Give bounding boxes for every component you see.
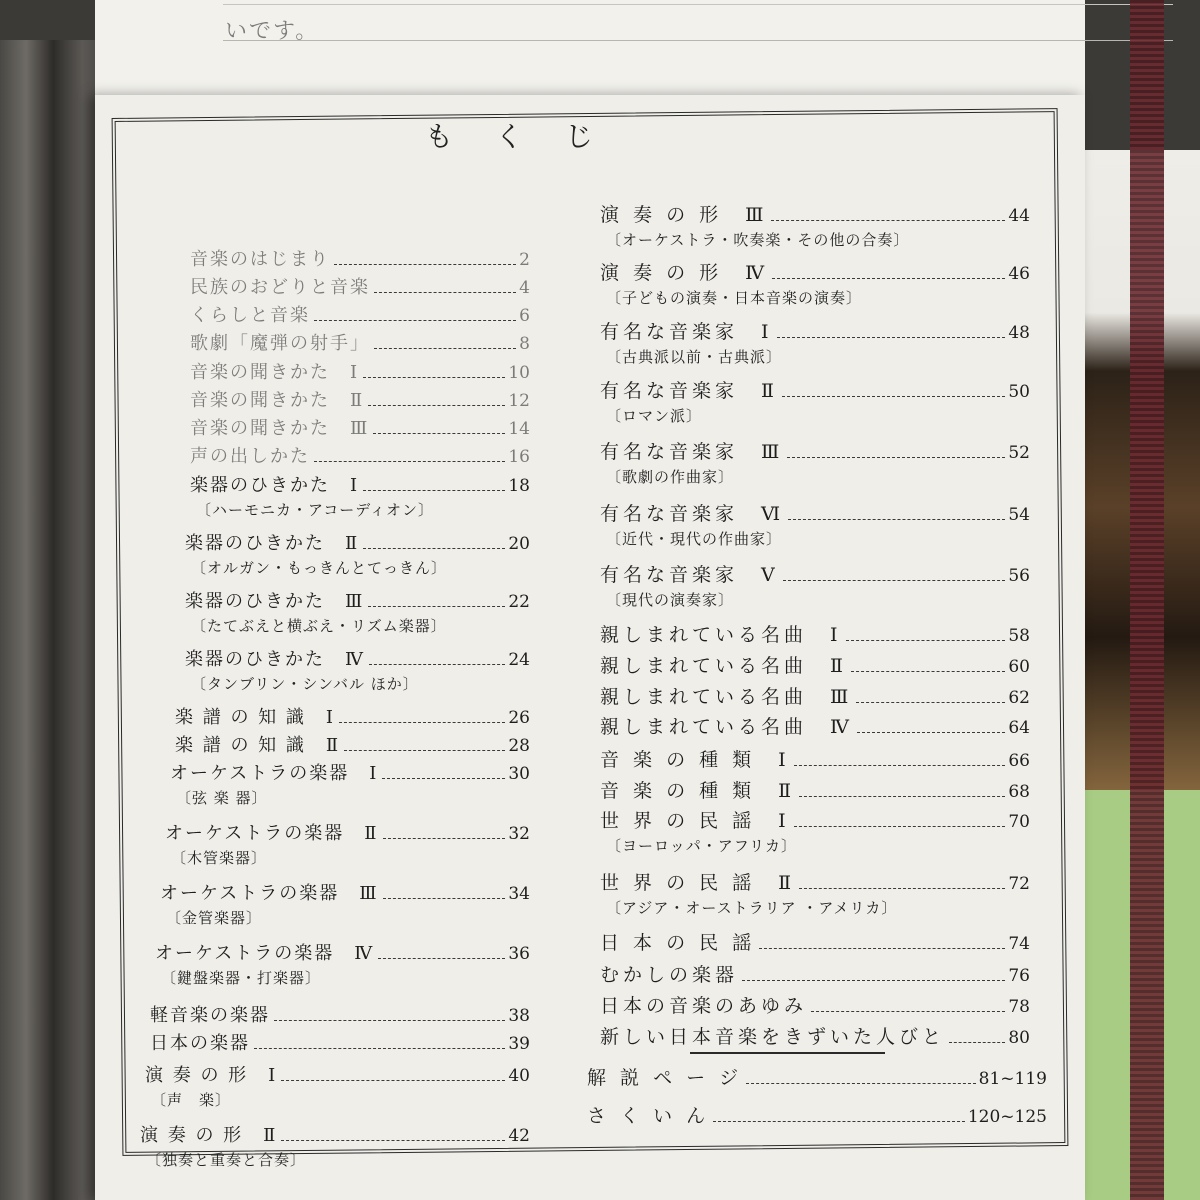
- toc-line: [600, 376, 1030, 403]
- toc-entry: [600, 560, 1030, 610]
- leader-dots: [374, 348, 516, 349]
- toc-title: 軽音楽の楽器: [150, 1005, 270, 1026]
- toc-entry: [600, 960, 1030, 987]
- leader-dots: [383, 838, 506, 839]
- toc-entry: [600, 712, 1030, 739]
- toc-subtitle: 〔独奏と重奏と合奏〕: [146, 1151, 307, 1169]
- toc-line: [190, 245, 530, 271]
- toc-line: [190, 414, 530, 440]
- toc-title: 世 界 の 民 謡 Ⅱ: [600, 872, 796, 894]
- toc-line: [600, 928, 1030, 955]
- toc-title: 新しい日本音楽をきずいた人びと: [600, 1026, 946, 1048]
- toc-title: くらしと音楽: [190, 305, 310, 326]
- leader-dots: [782, 396, 1005, 397]
- toc-line: [600, 560, 1030, 587]
- page-number: 32: [508, 824, 530, 844]
- toc-line: [190, 358, 530, 384]
- toc-line: [190, 301, 530, 327]
- toc-entry: [587, 1063, 1047, 1090]
- toc-entry: [600, 620, 1030, 647]
- toc-line: [600, 868, 1030, 895]
- page-number: 78: [1008, 997, 1030, 1017]
- toc-entry: [600, 991, 1030, 1018]
- leader-dots: [378, 958, 505, 959]
- toc-entry: [175, 731, 530, 757]
- toc-entry: [600, 499, 1030, 549]
- page-number: 74: [1008, 934, 1030, 954]
- toc-title: 楽器のひきかた Ⅳ: [185, 649, 365, 670]
- toc-subtitle: 〔木管楽器〕: [171, 849, 268, 867]
- toc-line: [185, 645, 530, 671]
- toc-title: オーケストラの楽器 Ⅰ: [170, 763, 379, 784]
- leader-dots: [382, 778, 505, 779]
- leader-dots: [799, 888, 1005, 889]
- toc-subtitle: 〔ロマン派〕: [606, 407, 703, 425]
- page-number: 42: [508, 1126, 530, 1146]
- toc-title: 演 奏 の 形 Ⅰ: [145, 1065, 278, 1086]
- toc-title: 楽 譜 の 知 識 Ⅱ: [175, 735, 341, 756]
- toc-entry: [145, 1061, 530, 1110]
- leader-dots: [374, 292, 516, 293]
- toc-line: [600, 437, 1030, 464]
- leader-dots: [334, 264, 516, 265]
- toc-entry: [190, 329, 530, 355]
- toc-line: [185, 587, 530, 613]
- toc-entry: [185, 529, 530, 578]
- leader-dots: [772, 278, 1005, 279]
- leader-dots: [794, 765, 1006, 766]
- toc-entry: [600, 651, 1030, 678]
- leader-dots: [851, 671, 1005, 672]
- toc-title: 有名な音楽家 Ⅲ: [600, 441, 784, 463]
- page-number: 54: [1008, 505, 1030, 525]
- previous-page-strip: [95, 0, 1085, 110]
- leader-dots: [369, 664, 505, 665]
- page-number: 22: [508, 592, 530, 612]
- toc-title: 声の出しかた: [190, 446, 310, 467]
- toc-line: [600, 806, 1030, 833]
- toc-entry: [600, 682, 1030, 709]
- toc-line: [175, 731, 530, 757]
- toc-line: [600, 776, 1030, 803]
- toc-subtitle: 〔たてぶえと横ぶえ・リズム楽器〕: [191, 617, 447, 635]
- toc-entry: [190, 273, 530, 299]
- toc-line: [600, 620, 1030, 647]
- toc-entry: [150, 1001, 530, 1027]
- toc-line: [600, 960, 1030, 987]
- page-number: 120~125: [967, 1107, 1047, 1127]
- toc-entry: [600, 200, 1030, 250]
- toc-line: [587, 1101, 1047, 1128]
- page-number: 46: [1008, 264, 1030, 284]
- page-number: 48: [1008, 323, 1030, 343]
- toc-subtitle: 〔金管楽器〕: [166, 909, 263, 927]
- toc-entry: [185, 587, 530, 636]
- leader-dots: [759, 948, 1005, 949]
- contents-page: [95, 95, 1085, 1200]
- toc-title: さ く い ん: [587, 1105, 710, 1127]
- toc-title: 音楽のはじまり: [190, 249, 330, 270]
- toc-title: 音楽の聞きかた Ⅰ: [190, 362, 360, 383]
- leader-dots: [746, 1083, 976, 1084]
- toc-title: オーケストラの楽器 Ⅳ: [155, 943, 375, 964]
- page-number: 8: [519, 334, 530, 354]
- page-number: 52: [1008, 443, 1030, 463]
- toc-entry: [600, 1022, 1030, 1049]
- toc-title: 有名な音楽家 Ⅱ: [600, 380, 778, 402]
- toc-entry: [190, 414, 530, 440]
- toc-subtitle: 〔鍵盤楽器・打楽器〕: [161, 969, 322, 987]
- page-number: 80: [1008, 1028, 1030, 1048]
- toc-line: [600, 712, 1030, 739]
- previous-page-text: いです。: [225, 19, 320, 44]
- toc-entry: [170, 759, 530, 808]
- toc-entry: [600, 928, 1030, 955]
- divider-rule: [690, 1052, 885, 1054]
- toc-title: 解 説 ペ ー ジ: [587, 1067, 743, 1089]
- toc-entry: [600, 317, 1030, 367]
- leader-dots: [856, 702, 1005, 703]
- toc-entry: [190, 245, 530, 271]
- toc-line: [150, 1001, 530, 1027]
- page-number: 20: [508, 534, 530, 554]
- toc-title: 歌劇「魔弾の射手」: [190, 333, 370, 354]
- toc-title: 親しまれている名曲 Ⅱ: [600, 655, 847, 677]
- toc-entry: [140, 1121, 530, 1170]
- leader-dots: [363, 377, 505, 378]
- leader-dots: [368, 606, 505, 607]
- toc-line: [155, 939, 530, 965]
- toc-entry: [190, 358, 530, 384]
- leader-dots: [314, 461, 505, 462]
- leader-dots: [363, 548, 505, 549]
- toc-line: [600, 317, 1030, 344]
- page-number: 56: [1008, 566, 1030, 586]
- page-number: 76: [1008, 966, 1030, 986]
- toc-title: 日本の音楽のあゆみ: [600, 995, 808, 1017]
- leader-dots: [777, 337, 1006, 338]
- toc-line: [175, 703, 530, 729]
- leader-dots: [857, 732, 1005, 733]
- toc-entry: [190, 471, 530, 520]
- page-number: 70: [1008, 812, 1030, 832]
- toc-subtitle: 〔オルガン・もっきんとてっきん〕: [191, 559, 448, 577]
- toc-subtitle: 〔声 楽〕: [151, 1091, 232, 1109]
- toc-title: 有名な音楽家 Ⅰ: [600, 321, 773, 343]
- toc-title: 音 楽 の 種 類 Ⅱ: [600, 780, 796, 802]
- page-number: 38: [508, 1006, 530, 1026]
- leader-dots: [742, 980, 1005, 981]
- toc-subtitle: 〔タンブリン・シンバル ほか〕: [191, 675, 419, 693]
- leader-dots: [314, 320, 516, 321]
- toc-entry: [160, 879, 530, 928]
- toc-line: [600, 682, 1030, 709]
- leader-dots: [383, 898, 506, 899]
- toc-title: 音 楽 の 種 類 Ⅰ: [600, 749, 790, 771]
- toc-title: 親しまれている名曲 Ⅰ: [600, 624, 842, 646]
- toc-title: 演 奏 の 形 Ⅳ: [600, 262, 769, 284]
- page-number: 16: [508, 447, 530, 467]
- toc-title: 音楽の聞きかた Ⅲ: [190, 418, 370, 439]
- toc-line: [190, 442, 530, 468]
- right-column: [590, 145, 1030, 1145]
- toc-title: 有名な音楽家 Ⅴ: [600, 564, 779, 586]
- toc-entry: [190, 386, 530, 412]
- toc-line: [145, 1061, 530, 1087]
- toc-subtitle: 〔子どもの演奏・日本音楽の演奏〕: [606, 289, 863, 307]
- rule-line: [223, 40, 1173, 41]
- page-number: 44: [1008, 206, 1030, 226]
- leader-dots: [783, 580, 1006, 581]
- page-number: 36: [508, 944, 530, 964]
- toc-title: 楽器のひきかた Ⅲ: [185, 591, 365, 612]
- toc-line: [140, 1121, 530, 1147]
- toc-subtitle: 〔ヨーロッパ・アフリカ〕: [606, 837, 797, 855]
- toc-title: 有名な音楽家 Ⅵ: [600, 503, 785, 525]
- page-number: 64: [1008, 718, 1030, 738]
- toc-entry: [175, 703, 530, 729]
- page-number: 6: [519, 306, 530, 326]
- toc-entry: [190, 301, 530, 327]
- page-number: 81~119: [978, 1069, 1047, 1089]
- toc-title: 日 本 の 民 謡: [600, 932, 756, 954]
- toc-entry: [190, 442, 530, 468]
- leader-dots: [344, 750, 505, 751]
- toc-line: [185, 529, 530, 555]
- page-number: 62: [1008, 688, 1030, 708]
- toc-title: 楽器のひきかた Ⅰ: [190, 475, 360, 496]
- toc-entry: [165, 819, 530, 868]
- toc-line: [160, 879, 530, 905]
- toc-line: [165, 819, 530, 845]
- toc-line: [190, 329, 530, 355]
- page-number: 66: [1008, 751, 1030, 771]
- toc-subtitle: 〔オーケストラ・吹奏楽・その他の合奏〕: [606, 231, 910, 249]
- page-number: 12: [508, 391, 530, 411]
- leader-dots: [846, 640, 1006, 641]
- toc-entry: [600, 376, 1030, 426]
- toc-title: 親しまれている名曲 Ⅳ: [600, 716, 853, 738]
- toc-line: [600, 651, 1030, 678]
- leader-dots: [368, 405, 505, 406]
- page-number: 50: [1008, 382, 1030, 402]
- toc-entry: [600, 745, 1030, 772]
- leader-dots: [713, 1121, 965, 1122]
- toc-entry: [587, 1101, 1047, 1128]
- bookmark-ribbon: [1130, 0, 1164, 1200]
- page-number: 14: [508, 419, 530, 439]
- leader-dots: [771, 220, 1005, 221]
- toc-title: 楽器のひきかた Ⅱ: [185, 533, 360, 554]
- page-number: 4: [519, 278, 530, 298]
- toc-title: 演 奏 の 形 Ⅲ: [600, 204, 768, 226]
- toc-title: 民族のおどりと音楽: [190, 277, 370, 298]
- page-number: 10: [508, 363, 530, 383]
- leader-dots: [788, 519, 1005, 520]
- toc-title: オーケストラの楽器 Ⅱ: [165, 823, 379, 844]
- toc-entry: [185, 645, 530, 694]
- toc-entry: [600, 868, 1030, 918]
- leader-dots: [787, 457, 1005, 458]
- appendix-column: [587, 1063, 1047, 1133]
- toc-entry: [155, 939, 530, 988]
- toc-line: [190, 471, 530, 497]
- toc-title: 世 界 の 民 謡 Ⅰ: [600, 810, 790, 832]
- leader-dots: [794, 826, 1006, 827]
- toc-title: 音楽の聞きかた Ⅱ: [190, 390, 365, 411]
- leader-dots: [373, 433, 505, 434]
- page-number: 24: [508, 650, 530, 670]
- toc-subtitle: 〔弦 楽 器〕: [176, 789, 268, 807]
- rule-line: [223, 4, 1173, 5]
- page-number: 72: [1008, 874, 1030, 894]
- leader-dots: [363, 490, 505, 491]
- toc-subtitle: 〔現代の演奏家〕: [606, 591, 735, 609]
- toc-title: オーケストラの楽器 Ⅲ: [160, 883, 379, 904]
- toc-subtitle: 〔近代・現代の作曲家〕: [606, 530, 783, 548]
- toc-line: [150, 1029, 530, 1055]
- toc-title: 演 奏 の 形 Ⅱ: [140, 1125, 278, 1146]
- toc-title: 楽 譜 の 知 識 Ⅰ: [175, 707, 335, 728]
- page-number: 60: [1008, 657, 1030, 677]
- page-number: 30: [508, 764, 530, 784]
- toc-line: [600, 499, 1030, 526]
- toc-subtitle: 〔アジア・オーストラリア ・アメリカ〕: [606, 899, 898, 917]
- toc-line: [190, 386, 530, 412]
- leader-dots: [811, 1011, 1005, 1012]
- leader-dots: [281, 1080, 505, 1081]
- leader-dots: [799, 796, 1005, 797]
- toc-title: むかしの楽器: [600, 964, 739, 986]
- page-number: 34: [508, 884, 530, 904]
- toc-title: 日本の楽器: [150, 1033, 250, 1054]
- page-number: 18: [508, 476, 530, 496]
- toc-entry: [600, 806, 1030, 856]
- toc-line: [600, 200, 1030, 227]
- page-title: もくじ: [425, 120, 636, 153]
- page-number: 58: [1008, 626, 1030, 646]
- toc-line: [587, 1063, 1047, 1090]
- toc-entry: [600, 258, 1030, 308]
- toc-subtitle: 〔歌劇の作曲家〕: [606, 468, 735, 486]
- page-number: 39: [508, 1034, 530, 1054]
- toc-line: [600, 1022, 1030, 1049]
- toc-line: [600, 991, 1030, 1018]
- left-column: [130, 165, 530, 1169]
- toc-subtitle: 〔古典派以前・古典派〕: [606, 348, 783, 366]
- leader-dots: [274, 1020, 505, 1021]
- toc-line: [190, 273, 530, 299]
- leader-dots: [949, 1042, 1005, 1043]
- toc-entry: [600, 776, 1030, 803]
- leader-dots: [339, 722, 505, 723]
- leader-dots: [281, 1140, 505, 1141]
- toc-line: [600, 745, 1030, 772]
- toc-entry: [600, 437, 1030, 487]
- leader-dots: [254, 1048, 505, 1049]
- page-number: 26: [508, 708, 530, 728]
- page-number: 2: [519, 250, 530, 270]
- page-number: 28: [508, 736, 530, 756]
- page-number: 68: [1008, 782, 1030, 802]
- page-number: 40: [508, 1066, 530, 1086]
- toc-line: [170, 759, 530, 785]
- toc-subtitle: 〔ハーモニカ・アコーディオン〕: [196, 501, 435, 519]
- toc-entry: [150, 1029, 530, 1055]
- toc-title: 親しまれている名曲 Ⅲ: [600, 686, 853, 708]
- toc-line: [600, 258, 1030, 285]
